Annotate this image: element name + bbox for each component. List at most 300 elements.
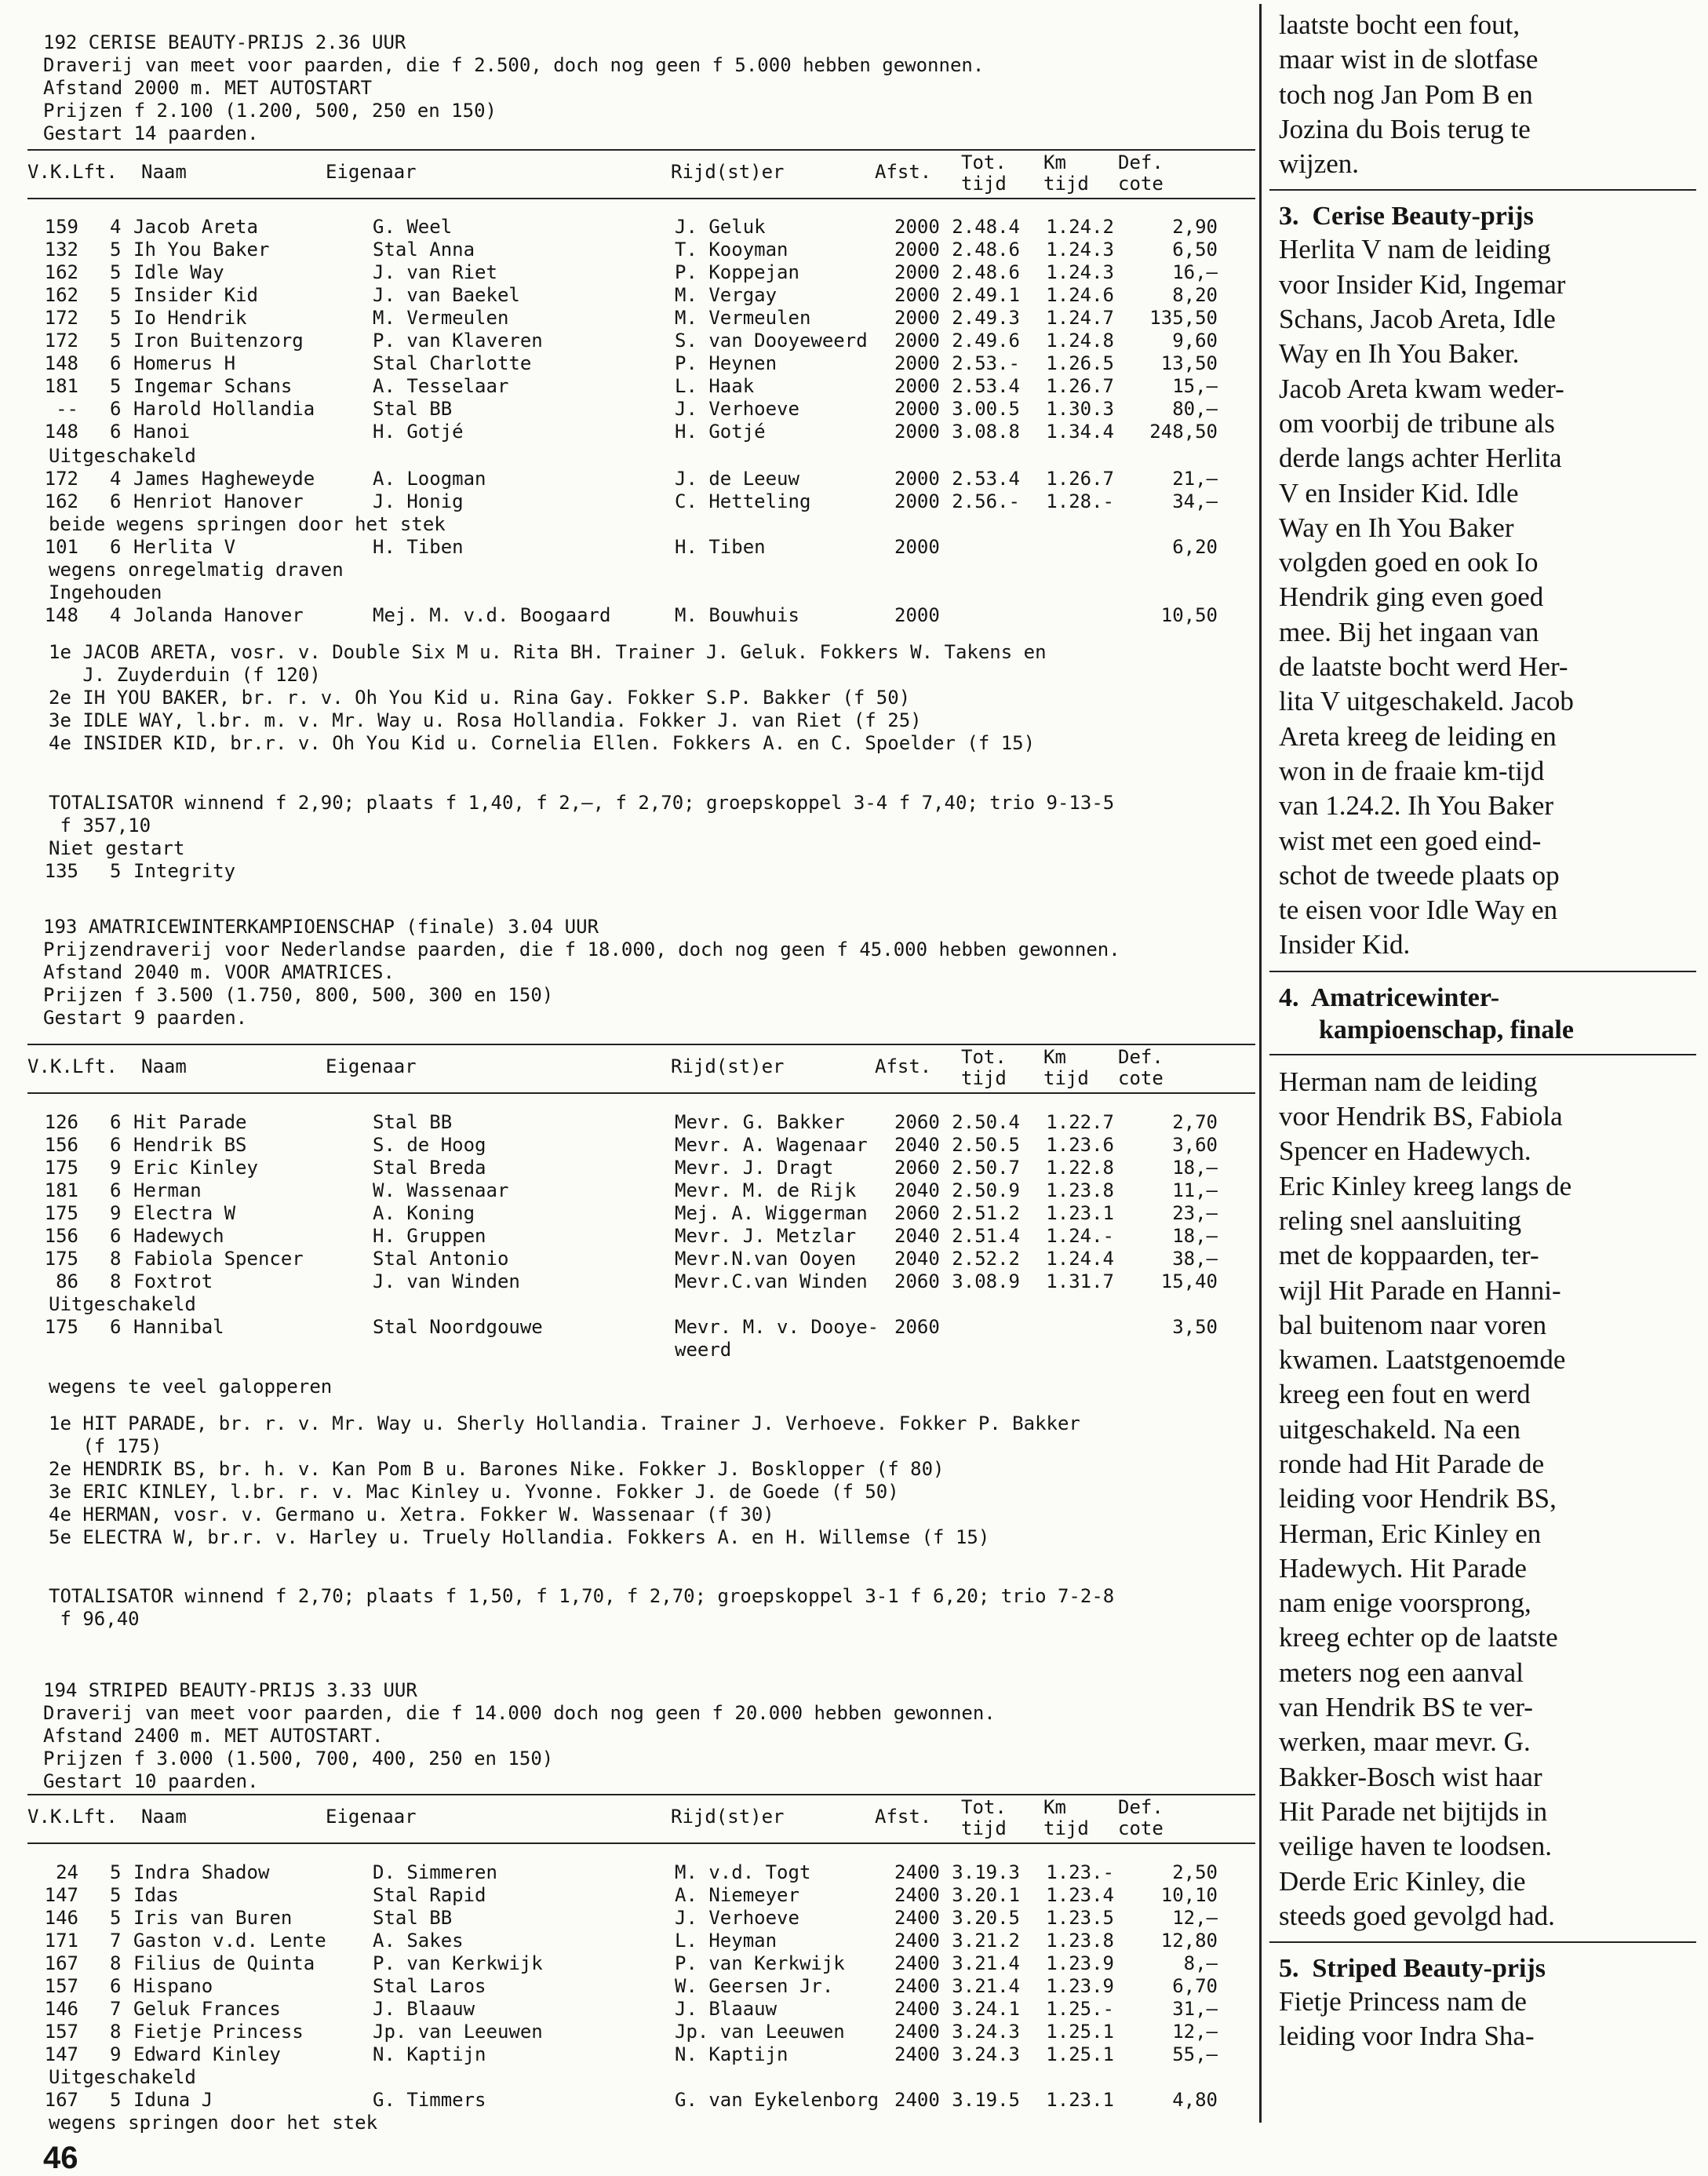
cell-naam: Filius de Quinta: [133, 1952, 315, 1974]
table-row: [0, 216, 1255, 239]
cell-tot: 2.51.2: [952, 1202, 1020, 1224]
cell-def: 31,–: [1172, 1998, 1218, 2020]
text-line: kreeg een fout en werd: [1279, 1379, 1531, 1410]
cell-rijder: Mevr. J. Metzlar: [675, 1225, 857, 1247]
cell-lft: 6: [110, 1134, 122, 1156]
cell-lft: 6: [110, 1975, 122, 1997]
text-line: wist met een goed eind-: [1279, 825, 1542, 856]
text-line: leiding voor Indra Sha-: [1279, 2021, 1535, 2052]
table-row: [0, 330, 1255, 352]
cell-afst: 2400: [894, 2021, 940, 2043]
cell-tot: 2.53.-: [952, 352, 1020, 374]
cell-afst: 2040: [894, 1248, 940, 1270]
cell-lft: 9: [110, 2043, 122, 2065]
cell-eigenaar: Stal Antonio: [373, 1248, 509, 1270]
text-line: Eric Kinley kreeg langs de: [1279, 1170, 1572, 1201]
cell-tot: 2.52.2: [952, 1248, 1020, 1270]
cell-naam: Geluk Frances: [133, 1998, 281, 2020]
text-line: kreeg echter op de laatste: [1279, 1622, 1558, 1653]
cell-naam: Henriot Hanover: [133, 490, 304, 512]
cell-lft: 4: [110, 216, 122, 238]
text-line: veilige haven te loodsen.: [1279, 1831, 1552, 1862]
cell-naam: Hispano: [133, 1975, 213, 1997]
cell-eigenaar: Jp. van Leeuwen: [373, 2021, 543, 2043]
text-line: te eisen voor Idle Way en: [1279, 895, 1558, 926]
cell-eigenaar: J. van Winden: [373, 1270, 520, 1292]
col-header-afst: Afst.: [875, 161, 932, 183]
cell-eigenaar: J. van Riet: [373, 261, 497, 283]
cell-tot: 3.19.5: [952, 2089, 1020, 2111]
race-prizes: Prijzen f 2.100 (1.200, 500, 250 en 150): [43, 100, 497, 122]
cell-lft: 6: [110, 398, 122, 420]
cell-tot: 3.08.9: [952, 1270, 1020, 1292]
cell-naam: Iron Buitenzorg: [133, 330, 304, 352]
cell-tot: 3.24.3: [952, 2043, 1020, 2065]
cell-naam: Insider Kid: [133, 284, 258, 306]
cell-km: 1.23.6: [1046, 1134, 1114, 1156]
race-192-table-header: [27, 149, 1255, 199]
cell-tot: 2.50.4: [952, 1111, 1020, 1133]
table-row: [0, 1884, 1255, 1907]
cell-rijder: Mevr. G. Bakker: [675, 1111, 845, 1133]
text-line: Bakker-Bosch wist haar: [1279, 1761, 1542, 1792]
cell-lft: 5: [110, 860, 122, 882]
cell-tot: 2.56.-: [952, 490, 1020, 512]
text-line: nam enige voorsprong,: [1279, 1587, 1531, 1619]
cell-def: 15,40: [1160, 1270, 1218, 1292]
cell-naam: Eric Kinley: [133, 1157, 258, 1179]
cell-def: 8,–: [1183, 1952, 1218, 1974]
col-header-lft: Lft.: [72, 1806, 118, 1828]
cell-tot: 3.21.4: [952, 1975, 1020, 1997]
cell-eigenaar: J. van Baekel: [373, 284, 520, 306]
cell-vk: 157: [44, 1975, 78, 1997]
col-header-naam: Naam: [141, 161, 187, 183]
cell-def: 12,–: [1172, 1907, 1218, 1929]
cell-vk: 135: [44, 860, 78, 882]
text-line: volgden goed en ook Io: [1279, 547, 1539, 578]
table-row: [0, 1998, 1255, 2021]
text-line: wijzen.: [1279, 148, 1360, 180]
cell-afst: 2000: [894, 239, 940, 261]
cell-rijder: H. Gotjé: [675, 421, 766, 443]
race-distance: Afstand 2040 m. VOOR AMATRICES.: [43, 961, 395, 983]
text-line: V en Insider Kid. Idle: [1279, 477, 1519, 508]
result-line: 2e IH YOU BAKER, br. r. v. Oh You Kid u. Rina Gay. Fokker S.P. Bakker (f 50): [49, 687, 911, 709]
text-line: leiding voor Hendrik BS,: [1279, 1483, 1557, 1514]
text-line: Derde Eric Kinley, die: [1279, 1865, 1526, 1897]
cell-vk: 24: [56, 1861, 78, 1883]
cell-naam: Foxtrot: [133, 1270, 213, 1292]
cell-lft: 9: [110, 1157, 122, 1179]
cell-vk: 156: [44, 1225, 78, 1247]
text-line: Spencer en Hadewych.: [1279, 1135, 1531, 1167]
cell-eigenaar: A. Sakes: [373, 1930, 464, 1952]
col-header-km: Km tijd: [1043, 1046, 1089, 1089]
cell-vk: 171: [44, 1930, 78, 1952]
section-divider: [1269, 1941, 1696, 1943]
text-line: voor Hendrik BS, Fabiola: [1279, 1101, 1563, 1132]
cell-def: 12,–: [1172, 2021, 1218, 2043]
cell-def: 2,50: [1172, 1861, 1218, 1883]
text-line: Fietje Princess nam de: [1279, 1986, 1527, 2017]
elimination-note: wegens onregelmatig draven: [49, 559, 344, 581]
col-header-def: Def. cote: [1118, 151, 1164, 195]
cell-afst: 2000: [894, 490, 940, 512]
elimination-note: wegens te veel galopperen: [49, 1376, 333, 1398]
cell-lft: 7: [110, 1998, 122, 2020]
cell-naam: Homerus H: [133, 352, 236, 374]
cell-tot: 3.24.1: [952, 1998, 1020, 2020]
cell-def: 23,–: [1172, 1202, 1218, 1224]
col-header-vk: V.K.: [27, 1055, 73, 1077]
cell-km: 1.24.3: [1046, 261, 1114, 283]
cell-rijder: L. Haak: [675, 375, 755, 397]
cell-eigenaar: Mej. M. v.d. Boogaard: [373, 604, 611, 626]
text-line: bal buitenom naar voren: [1279, 1309, 1547, 1340]
cell-rijder: P. Heynen: [675, 352, 778, 374]
cell-vk: 86: [56, 1270, 78, 1292]
text-line: voor Insider Kid, Ingemar: [1279, 268, 1566, 300]
text-line: schot de tweede plaats op: [1279, 859, 1560, 891]
text-line: reling snel aansluiting: [1279, 1205, 1522, 1236]
cell-vk: 172: [44, 330, 78, 352]
cell-vk: 159: [44, 216, 78, 238]
cell-def: 18,–: [1172, 1157, 1218, 1179]
text-line: meters nog een aanval: [1279, 1657, 1524, 1688]
section-3-title: 3. Cerise Beauty-prijs: [1279, 202, 1534, 231]
col-header-eigenaar: Eigenaar: [326, 1055, 417, 1077]
section-divider: [1269, 189, 1696, 191]
cell-def: 2,70: [1172, 1111, 1218, 1133]
cell-eigenaar: Stal Charlotte: [373, 352, 532, 374]
col-header-vk: V.K.: [27, 161, 73, 183]
cell-def: 248,50: [1149, 421, 1218, 443]
cell-def: 16,–: [1172, 261, 1218, 283]
col-header-eigenaar: Eigenaar: [326, 161, 417, 183]
cell-naam: Hadewych: [133, 1225, 224, 1247]
cell-rijder: P. Koppejan: [675, 261, 799, 283]
race-starters: Gestart 9 paarden.: [43, 1007, 248, 1029]
race-194-table-header: [27, 1794, 1255, 1844]
cell-vk: 175: [44, 1248, 78, 1270]
table-row: [0, 1202, 1255, 1225]
cell-eigenaar: J. Blaauw: [373, 1998, 475, 2020]
cell-tot: 2.50.7: [952, 1157, 1020, 1179]
race-prizes: Prijzen f 3.500 (1.750, 800, 500, 300 en 150): [43, 984, 554, 1006]
cell-def: 18,–: [1172, 1225, 1218, 1247]
cell-vk: 172: [44, 468, 78, 490]
cell-km: 1.24.6: [1046, 284, 1114, 306]
cell-eigenaar: D. Simmeren: [373, 1861, 497, 1883]
cell-tot: 2.48.4: [952, 216, 1020, 238]
cell-eigenaar: J. Honig: [373, 490, 464, 512]
cell-km: 1.23.8: [1046, 1930, 1114, 1952]
text-line: Jacob Areta kwam weder-: [1279, 373, 1564, 404]
cell-lft: 6: [110, 490, 122, 512]
cell-eigenaar: Stal Anna: [373, 239, 475, 261]
cell-eigenaar: G. Weel: [373, 216, 453, 238]
text-line: Insider Kid.: [1279, 929, 1411, 960]
text-line: Hendrik ging even goed: [1279, 581, 1544, 613]
elimination-note: wegens springen door het stek: [49, 2112, 378, 2134]
cell-km: 1.24.3: [1046, 239, 1114, 261]
cell-afst: 2000: [894, 216, 940, 238]
cell-afst: 2040: [894, 1134, 940, 1156]
cell-lft: 6: [110, 1179, 122, 1201]
result-line: 4e HERMAN, vosr. v. Germano u. Xetra. Fokker W. Wassenaar (f 30): [49, 1504, 774, 1525]
cell-def: 4,80: [1172, 2089, 1218, 2111]
cell-eigenaar: A. Loogman: [373, 468, 486, 490]
cell-naam: Indra Shadow: [133, 1861, 270, 1883]
cell-afst: 2400: [894, 1861, 940, 1883]
cell-rijder: Jp. van Leeuwen: [675, 2021, 845, 2043]
cell-def: 38,–: [1172, 1248, 1218, 1270]
cell-rijder: L. Heyman: [675, 1930, 778, 1952]
cell-afst: 2040: [894, 1225, 940, 1247]
table-row: [0, 284, 1255, 307]
col-header-lft: Lft.: [72, 161, 118, 183]
cell-lft: 5: [110, 330, 122, 352]
cell-naam: Iris van Buren: [133, 1907, 293, 1929]
col-header-lft: Lft.: [72, 1055, 118, 1077]
cell-rijder: Mej. A. Wiggerman: [675, 1202, 868, 1224]
result-line: 1e JACOB ARETA, vosr. v. Double Six M u. Rita BH. Trainer J. Geluk. Fokkers W. Takens en: [49, 641, 1047, 663]
cell-afst: 2400: [894, 1907, 940, 1929]
cell-eigenaar: H. Gotjé: [373, 421, 464, 443]
cell-lft: 4: [110, 604, 122, 626]
cell-eigenaar: Stal BB: [373, 1111, 453, 1133]
cell-naam: Herlita V: [133, 536, 236, 558]
race-title: 192 CERISE BEAUTY-PRIJS 2.36 UUR: [43, 31, 406, 53]
cell-naam: Integrity: [133, 860, 236, 882]
cell-rijder: J. de Leeuw: [675, 468, 799, 490]
cell-naam: Hendrik BS: [133, 1134, 247, 1156]
cell-naam: Electra W: [133, 1202, 236, 1224]
cell-tot: 3.20.5: [952, 1907, 1020, 1929]
cell-naam: Gaston v.d. Lente: [133, 1930, 326, 1952]
text-line: toch nog Jan Pom B en: [1279, 78, 1533, 110]
cell-naam: Iduna J: [133, 2089, 213, 2111]
race-193-table-header: [27, 1044, 1255, 1094]
cell-rijder: C. Hetteling: [675, 490, 811, 512]
cell-naam: Idle Way: [133, 261, 224, 283]
cell-afst: 2000: [894, 284, 940, 306]
text-line: uitgeschakeld. Na een: [1279, 1413, 1521, 1445]
cell-afst: 2060: [894, 1111, 940, 1133]
cell-tot: 2.48.6: [952, 239, 1020, 261]
cell-tot: 2.53.4: [952, 375, 1020, 397]
cell-vk: 157: [44, 2021, 78, 2043]
cell-rijder: J. Blaauw: [675, 1998, 778, 2020]
text-line: maar wist in de slotfase: [1279, 44, 1539, 75]
text-line: Way en Ih You Baker.: [1279, 338, 1520, 370]
cell-tot: 2.50.9: [952, 1179, 1020, 1201]
uitgeschakeld-label: Uitgeschakeld: [49, 445, 196, 467]
col-header-tot: Tot. tijd: [961, 1046, 1007, 1089]
cell-def: 13,50: [1160, 352, 1218, 374]
cell-naam: Jolanda Hanover: [133, 604, 304, 626]
cell-eigenaar: P. van Klaveren: [373, 330, 543, 352]
cell-tot: 2.50.5: [952, 1134, 1020, 1156]
text-line: met de koppaarden, ter-: [1279, 1240, 1539, 1271]
text-line: de laatste bocht werd Her-: [1279, 651, 1568, 683]
result-line: 3e ERIC KINLEY, l.br. r. v. Mac Kinley u. Yvonne. Fokker J. de Goede (f 50): [49, 1481, 899, 1503]
table-row: [0, 860, 1255, 883]
race-title: 193 AMATRICEWINTERKAMPIOENSCHAP (finale) 3.04 UUR: [43, 916, 599, 938]
cell-rijder: Mevr. M. v. Dooye-: [675, 1316, 879, 1338]
cell-eigenaar: Stal Breda: [373, 1157, 486, 1179]
cell-tot: 3.21.4: [952, 1952, 1020, 1974]
cell-naam: Hanoi: [133, 421, 191, 443]
table-row: [0, 1248, 1255, 1270]
cell-afst: 2000: [894, 468, 940, 490]
cell-vk: 167: [44, 1952, 78, 1974]
cell-lft: 8: [110, 1248, 122, 1270]
cell-naam: Herman: [133, 1179, 202, 1201]
cell-naam: Fietje Princess: [133, 2021, 304, 2043]
cell-rijder: W. Geersen Jr.: [675, 1975, 834, 1997]
cell-km: 1.25.-: [1046, 1998, 1114, 2020]
cell-naam: James Hagheweyde: [133, 468, 315, 490]
section-5-text: [1279, 1985, 1687, 2054]
totalisator-line: f 96,40: [49, 1608, 140, 1630]
cell-afst: 2000: [894, 398, 940, 420]
cell-def: 11,–: [1172, 1179, 1218, 1201]
cell-vk: 181: [44, 1179, 78, 1201]
cell-km: 1.23.8: [1046, 1179, 1114, 1201]
text-line: mee. Bij het ingaan van: [1279, 616, 1539, 647]
result-line: 4e INSIDER KID, br.r. v. Oh You Kid u. Cornelia Ellen. Fokkers A. en C. Spoelder (f 15): [49, 732, 1036, 754]
cell-afst: 2400: [894, 1884, 940, 1906]
cell-km: 1.25.1: [1046, 2021, 1114, 2043]
col-header-rijder: Rijd(st)er: [671, 161, 785, 183]
table-row: [0, 2089, 1255, 2112]
cell-naam: Ingemar Schans: [133, 375, 293, 397]
cell-km: 1.24.4: [1046, 1248, 1114, 1270]
cell-vk: 148: [44, 421, 78, 443]
cell-km: 1.23.-: [1046, 1861, 1114, 1883]
cell-tot: 3.19.3: [952, 1861, 1020, 1883]
cell-eigenaar: H. Tiben: [373, 536, 464, 558]
cell-vk: 146: [44, 1907, 78, 1929]
col-header-tot: Tot. tijd: [961, 1796, 1007, 1839]
cell-afst: 2000: [894, 330, 940, 352]
text-line: Herman nam de leiding: [1279, 1066, 1538, 1097]
text-line: Herlita V nam de leiding: [1279, 234, 1551, 265]
cell-tot: 3.20.1: [952, 1884, 1020, 1906]
cell-def: 10,50: [1160, 604, 1218, 626]
cell-lft: 6: [110, 1225, 122, 1247]
table-row: [0, 1157, 1255, 1179]
cell-km: 1.24.-: [1046, 1225, 1114, 1247]
cell-km: 1.23.4: [1046, 1884, 1114, 1906]
cell-rijder: J. Verhoeve: [675, 1907, 799, 1929]
text-line: Hadewych. Hit Parade: [1279, 1552, 1527, 1584]
cell-vk: --: [56, 398, 78, 420]
race-194-intro: [43, 1679, 996, 1793]
col-header-def: Def. cote: [1118, 1796, 1164, 1839]
cell-naam: Jacob Areta: [133, 216, 258, 238]
race-conditions: Draverij van meet voor paarden, die f 14.000 doch nog geen f 20.000 hebben gewonnen.: [43, 1702, 996, 1724]
cell-def: 6,20: [1172, 536, 1218, 558]
cell-lft: 6: [110, 421, 122, 443]
result-line: 5e ELECTRA W, br.r. v. Harley u. Truely Hollandia. Fokkers A. en H. Willemse (f 15): [49, 1526, 990, 1548]
cell-rijder: Mevr.N.van Ooyen: [675, 1248, 857, 1270]
cell-afst: 2000: [894, 375, 940, 397]
col-header-naam: Naam: [141, 1055, 187, 1077]
cell-vk: 148: [44, 604, 78, 626]
cell-afst: 2000: [894, 307, 940, 329]
cell-rijder: J. Verhoeve: [675, 398, 799, 420]
cell-lft: 6: [110, 1111, 122, 1133]
cell-km: 1.23.1: [1046, 1202, 1114, 1224]
col-header-naam: Naam: [141, 1806, 187, 1828]
cell-tot: 2.53.4: [952, 468, 1020, 490]
ingehouden-label: Ingehouden: [49, 581, 162, 603]
race-starters: Gestart 14 paarden.: [43, 122, 259, 144]
cell-km: 1.23.9: [1046, 1975, 1114, 1997]
cell-km: 1.26.7: [1046, 375, 1114, 397]
text-line: Areta kreeg de leiding en: [1279, 720, 1557, 752]
table-row: [0, 2021, 1255, 2043]
cell-def: 2,90: [1172, 216, 1218, 238]
text-line: van 1.24.2. Ih You Baker: [1279, 790, 1553, 822]
table-row: [0, 398, 1255, 421]
cell-def: 80,–: [1172, 398, 1218, 420]
cell-rijder: T. Kooyman: [675, 239, 788, 261]
cell-lft: 5: [110, 1907, 122, 1929]
table-row: [0, 307, 1255, 330]
cell-rijder: N. Kaptijn: [675, 2043, 788, 2065]
cell-naam: Io Hendrik: [133, 307, 247, 329]
cell-km: 1.22.7: [1046, 1111, 1114, 1133]
col-header-afst: Afst.: [875, 1055, 932, 1077]
cell-tot: 2.49.3: [952, 307, 1020, 329]
col-header-tot: Tot. tijd: [961, 151, 1007, 195]
cell-tot: 3.00.5: [952, 398, 1020, 420]
race-title: 194 STRIPED BEAUTY-PRIJS 3.33 UUR: [43, 1679, 417, 1701]
cell-lft: 9: [110, 1202, 122, 1224]
table-row: [0, 1225, 1255, 1248]
text-line: wijl Hit Parade en Hanni-: [1279, 1274, 1561, 1306]
cell-afst: 2060: [894, 1157, 940, 1179]
cell-def: 34,–: [1172, 490, 1218, 512]
cell-eigenaar: G. Timmers: [373, 2089, 486, 2111]
cell-tot: 2.49.1: [952, 284, 1020, 306]
table-row: [0, 1270, 1255, 1293]
uitgeschakeld-label: Uitgeschakeld: [49, 2066, 196, 2088]
niet-gestart-label: Niet gestart: [49, 837, 185, 859]
cell-eigenaar: P. van Kerkwijk: [373, 1952, 543, 1974]
cell-vk: 172: [44, 307, 78, 329]
cell-lft: 7: [110, 1930, 122, 1952]
race-distance: Afstand 2400 m. MET AUTOSTART.: [43, 1725, 384, 1747]
section-4-text: [1279, 1065, 1687, 1934]
table-row: [0, 375, 1255, 398]
cell-vk: 175: [44, 1202, 78, 1224]
cell-rijder: M. Vermeulen: [675, 307, 811, 329]
table-row: [0, 1930, 1255, 1952]
cell-naam: Ih You Baker: [133, 239, 270, 261]
table-row: [0, 1952, 1255, 1975]
table-row: [0, 1907, 1255, 1930]
cell-tot: 3.24.3: [952, 2021, 1020, 2043]
table-row: [0, 1134, 1255, 1157]
table-row: [0, 261, 1255, 284]
cell-def: 21,–: [1172, 468, 1218, 490]
table-row: [0, 1861, 1255, 1884]
